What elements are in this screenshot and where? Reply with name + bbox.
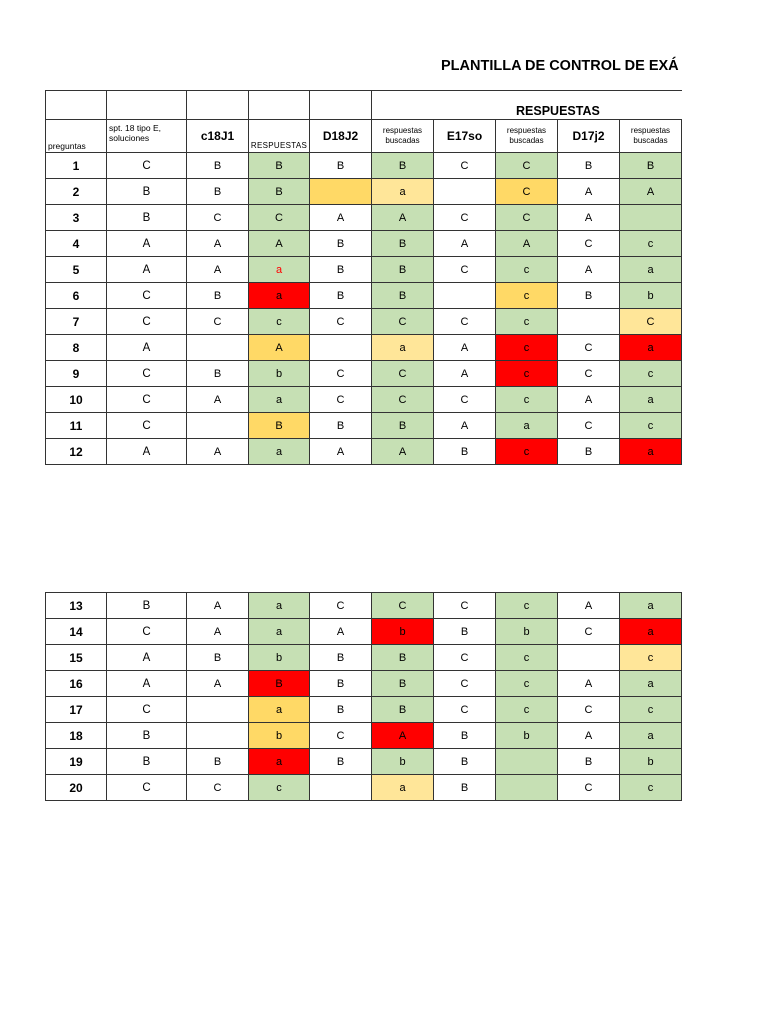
- solution-cell: B: [107, 723, 187, 749]
- buscadas-1-cell: a: [372, 335, 434, 361]
- question-number: 14: [46, 619, 107, 645]
- c18j1-cell: B: [187, 645, 249, 671]
- buscadas-2-cell: c: [496, 645, 558, 671]
- buscadas-2-cell: c: [496, 671, 558, 697]
- e17so-cell: A: [434, 335, 496, 361]
- buscadas-1-cell: A: [372, 205, 434, 231]
- e17so-cell: C: [434, 697, 496, 723]
- table-row: [46, 645, 683, 671]
- buscadas-1-cell: B: [372, 257, 434, 283]
- buscadas-2-cell: c: [496, 593, 558, 619]
- d17j2-cell: A: [558, 671, 620, 697]
- d17j2-cell: B: [558, 153, 620, 179]
- question-number: 1: [46, 153, 107, 179]
- respuestas-cell: A: [249, 335, 310, 361]
- overflow-cell: [682, 671, 683, 697]
- solution-cell: A: [107, 231, 187, 257]
- d17j2-cell: B: [558, 283, 620, 309]
- d18j2-cell: C: [310, 593, 372, 619]
- column-header-d17j2: D17j2: [558, 120, 620, 153]
- d18j2-cell: A: [310, 439, 372, 465]
- buscadas-1-cell: b: [372, 749, 434, 775]
- question-number: 16: [46, 671, 107, 697]
- buscadas-3-cell: A: [620, 179, 682, 205]
- overflow-cell: [682, 723, 683, 749]
- column-header-buscadas-3: respuestas buscadas: [620, 120, 682, 153]
- e17so-cell: A: [434, 413, 496, 439]
- overflow-cell: [682, 645, 683, 671]
- buscadas-1-cell: B: [372, 645, 434, 671]
- d17j2-cell: C: [558, 413, 620, 439]
- buscadas-1-cell: B: [372, 153, 434, 179]
- d18j2-cell: C: [310, 361, 372, 387]
- c18j1-cell: B: [187, 153, 249, 179]
- header-blank-cell: [107, 91, 187, 120]
- buscadas-2-cell: C: [496, 205, 558, 231]
- c18j1-cell: A: [187, 671, 249, 697]
- question-number: 8: [46, 335, 107, 361]
- d17j2-cell: [558, 645, 620, 671]
- d17j2-cell: B: [558, 439, 620, 465]
- buscadas-3-cell: c: [620, 413, 682, 439]
- buscadas-3-cell: a: [620, 335, 682, 361]
- overflow-cell: [682, 413, 683, 439]
- buscadas-1-cell: a: [372, 775, 434, 801]
- overflow-cell: [682, 309, 683, 335]
- overflow-cell: [682, 593, 683, 619]
- d17j2-cell: A: [558, 593, 620, 619]
- buscadas-3-cell: b: [620, 749, 682, 775]
- overflow-cell: [682, 387, 683, 413]
- overflow-cell: [682, 775, 683, 801]
- c18j1-cell: B: [187, 749, 249, 775]
- d18j2-cell: [310, 335, 372, 361]
- respuestas-cell: B: [249, 153, 310, 179]
- table-row: [46, 153, 683, 179]
- buscadas-1-cell: b: [372, 619, 434, 645]
- buscadas-3-cell: B: [620, 153, 682, 179]
- d18j2-cell: B: [310, 697, 372, 723]
- table-row: [46, 749, 683, 775]
- d18j2-cell: B: [310, 749, 372, 775]
- e17so-cell: A: [434, 231, 496, 257]
- overflow-cell: [682, 697, 683, 723]
- table-row: [46, 361, 683, 387]
- d17j2-cell: A: [558, 205, 620, 231]
- question-number: 18: [46, 723, 107, 749]
- overflow-cell: [682, 749, 683, 775]
- buscadas-2-cell: a: [496, 413, 558, 439]
- c18j1-cell: [187, 723, 249, 749]
- overflow-cell: [682, 153, 683, 179]
- question-number: 11: [46, 413, 107, 439]
- respuestas-cell: B: [249, 179, 310, 205]
- respuestas-cell: b: [249, 645, 310, 671]
- solution-cell: B: [107, 205, 187, 231]
- question-number: 9: [46, 361, 107, 387]
- respuestas-cell: b: [249, 361, 310, 387]
- buscadas-3-cell: a: [620, 387, 682, 413]
- solution-cell: B: [107, 179, 187, 205]
- table-row: [46, 619, 683, 645]
- buscadas-3-cell: b: [620, 283, 682, 309]
- header-blank-cell: [46, 91, 107, 120]
- question-number: 5: [46, 257, 107, 283]
- buscadas-2-cell: b: [496, 723, 558, 749]
- d18j2-cell: A: [310, 619, 372, 645]
- respuestas-group-header: RESPUESTAS: [372, 91, 683, 120]
- buscadas-2-cell: c: [496, 387, 558, 413]
- column-header-buscadas-2: respuestas buscadas: [496, 120, 558, 153]
- answer-grid-bottom: [45, 592, 682, 801]
- e17so-cell: C: [434, 153, 496, 179]
- e17so-cell: [434, 179, 496, 205]
- table-row: [46, 205, 683, 231]
- column-header-c18j1: c18J1: [187, 120, 249, 153]
- question-number: 6: [46, 283, 107, 309]
- e17so-cell: C: [434, 593, 496, 619]
- respuestas-cell: B: [249, 413, 310, 439]
- buscadas-3-cell: c: [620, 697, 682, 723]
- overflow-cell: [682, 257, 683, 283]
- overflow-cell: [682, 439, 683, 465]
- header-blank-cell: [187, 91, 249, 120]
- solution-cell: C: [107, 283, 187, 309]
- buscadas-1-cell: A: [372, 439, 434, 465]
- solution-cell: A: [107, 439, 187, 465]
- buscadas-1-cell: B: [372, 283, 434, 309]
- c18j1-cell: A: [187, 619, 249, 645]
- d17j2-cell: C: [558, 231, 620, 257]
- solution-cell: C: [107, 413, 187, 439]
- respuestas-cell: a: [249, 749, 310, 775]
- column-header-d18j2: D18J2: [310, 120, 372, 153]
- e17so-cell: [434, 283, 496, 309]
- respuestas-cell: B: [249, 671, 310, 697]
- e17so-cell: B: [434, 619, 496, 645]
- question-number: 20: [46, 775, 107, 801]
- e17so-cell: C: [434, 671, 496, 697]
- respuestas-cell: b: [249, 723, 310, 749]
- table-row: [46, 231, 683, 257]
- c18j1-cell: [187, 335, 249, 361]
- d18j2-cell: B: [310, 231, 372, 257]
- table-row: [46, 775, 683, 801]
- d18j2-cell: B: [310, 413, 372, 439]
- header-blank-cell: [682, 120, 683, 153]
- table-row: [46, 671, 683, 697]
- buscadas-1-cell: B: [372, 231, 434, 257]
- buscadas-3-cell: c: [620, 775, 682, 801]
- table-row: [46, 723, 683, 749]
- table-row: [46, 593, 683, 619]
- d17j2-cell: C: [558, 619, 620, 645]
- buscadas-3-cell: [620, 205, 682, 231]
- respuestas-cell: a: [249, 593, 310, 619]
- solution-cell: C: [107, 775, 187, 801]
- c18j1-cell: C: [187, 309, 249, 335]
- buscadas-3-cell: a: [620, 671, 682, 697]
- column-header-respuestas: RESPUESTAS: [249, 120, 310, 153]
- overflow-cell: [682, 619, 683, 645]
- respuestas-cell: a: [249, 619, 310, 645]
- buscadas-2-cell: c: [496, 309, 558, 335]
- e17so-cell: B: [434, 749, 496, 775]
- table-row: [46, 283, 683, 309]
- d18j2-cell: [310, 775, 372, 801]
- buscadas-2-cell: c: [496, 697, 558, 723]
- buscadas-2-cell: A: [496, 231, 558, 257]
- respuestas-cell: a: [249, 387, 310, 413]
- buscadas-1-cell: A: [372, 723, 434, 749]
- solution-cell: C: [107, 697, 187, 723]
- d17j2-cell: C: [558, 361, 620, 387]
- respuestas-cell: c: [249, 309, 310, 335]
- solution-cell: C: [107, 387, 187, 413]
- buscadas-2-cell: c: [496, 257, 558, 283]
- buscadas-3-cell: a: [620, 619, 682, 645]
- buscadas-2-cell: c: [496, 439, 558, 465]
- sheet-title: PLANTILLA DE CONTROL DE EXÁ: [441, 58, 679, 74]
- question-number: 7: [46, 309, 107, 335]
- table-row: [46, 309, 683, 335]
- solution-cell: A: [107, 645, 187, 671]
- answer-grid-top: [45, 90, 682, 465]
- c18j1-cell: C: [187, 205, 249, 231]
- table-row: [46, 413, 683, 439]
- buscadas-1-cell: C: [372, 387, 434, 413]
- buscadas-1-cell: C: [372, 593, 434, 619]
- buscadas-3-cell: a: [620, 257, 682, 283]
- d17j2-cell: A: [558, 723, 620, 749]
- buscadas-1-cell: B: [372, 697, 434, 723]
- question-number: 2: [46, 179, 107, 205]
- buscadas-1-cell: B: [372, 413, 434, 439]
- buscadas-3-cell: c: [620, 361, 682, 387]
- c18j1-cell: [187, 697, 249, 723]
- overflow-cell: [682, 283, 683, 309]
- e17so-cell: C: [434, 309, 496, 335]
- header-blank-cell: [249, 91, 310, 120]
- column-header-e17so: E17so: [434, 120, 496, 153]
- overflow-cell: [682, 231, 683, 257]
- d17j2-cell: [558, 309, 620, 335]
- d17j2-cell: C: [558, 775, 620, 801]
- d18j2-cell: C: [310, 309, 372, 335]
- d17j2-cell: A: [558, 387, 620, 413]
- column-header-preguntas: preguntas: [46, 120, 107, 153]
- c18j1-cell: B: [187, 361, 249, 387]
- d17j2-cell: A: [558, 257, 620, 283]
- c18j1-cell: B: [187, 283, 249, 309]
- respuestas-cell: A: [249, 231, 310, 257]
- buscadas-3-cell: c: [620, 231, 682, 257]
- solution-cell: A: [107, 335, 187, 361]
- d18j2-cell: A: [310, 205, 372, 231]
- solution-cell: B: [107, 593, 187, 619]
- buscadas-3-cell: C: [620, 309, 682, 335]
- e17so-cell: C: [434, 257, 496, 283]
- d17j2-cell: C: [558, 697, 620, 723]
- buscadas-2-cell: b: [496, 619, 558, 645]
- buscadas-1-cell: B: [372, 671, 434, 697]
- table-row: [46, 697, 683, 723]
- solution-cell: B: [107, 749, 187, 775]
- table-row: [46, 257, 683, 283]
- d18j2-cell: B: [310, 645, 372, 671]
- c18j1-cell: A: [187, 257, 249, 283]
- table-row: [46, 335, 683, 361]
- respuestas-cell: a: [249, 697, 310, 723]
- question-number: 19: [46, 749, 107, 775]
- table-row: [46, 439, 683, 465]
- overflow-cell: [682, 361, 683, 387]
- buscadas-1-cell: C: [372, 309, 434, 335]
- c18j1-cell: A: [187, 231, 249, 257]
- buscadas-1-cell: C: [372, 361, 434, 387]
- buscadas-2-cell: C: [496, 153, 558, 179]
- e17so-cell: C: [434, 645, 496, 671]
- table-row: [46, 179, 683, 205]
- column-header-buscadas-1: respuestas buscadas: [372, 120, 434, 153]
- respuestas-cell: a: [249, 439, 310, 465]
- d18j2-cell: [310, 179, 372, 205]
- buscadas-3-cell: a: [620, 439, 682, 465]
- solution-cell: C: [107, 361, 187, 387]
- buscadas-2-cell: c: [496, 283, 558, 309]
- d18j2-cell: B: [310, 283, 372, 309]
- c18j1-cell: A: [187, 593, 249, 619]
- d18j2-cell: B: [310, 153, 372, 179]
- solution-cell: C: [107, 309, 187, 335]
- question-number: 10: [46, 387, 107, 413]
- buscadas-2-cell: c: [496, 335, 558, 361]
- respuestas-cell: c: [249, 775, 310, 801]
- e17so-cell: B: [434, 723, 496, 749]
- buscadas-3-cell: c: [620, 645, 682, 671]
- respuestas-cell: a: [249, 283, 310, 309]
- c18j1-cell: B: [187, 179, 249, 205]
- d17j2-cell: A: [558, 179, 620, 205]
- c18j1-cell: C: [187, 775, 249, 801]
- d18j2-cell: C: [310, 387, 372, 413]
- buscadas-3-cell: a: [620, 593, 682, 619]
- c18j1-cell: [187, 413, 249, 439]
- d18j2-cell: B: [310, 257, 372, 283]
- respuestas-cell: C: [249, 205, 310, 231]
- c18j1-cell: A: [187, 439, 249, 465]
- question-number: 15: [46, 645, 107, 671]
- buscadas-1-cell: a: [372, 179, 434, 205]
- buscadas-2-cell: C: [496, 179, 558, 205]
- d17j2-cell: C: [558, 335, 620, 361]
- column-header-spt: spt. 18 tipo E, soluciones: [107, 120, 187, 153]
- question-number: 3: [46, 205, 107, 231]
- d18j2-cell: B: [310, 671, 372, 697]
- overflow-cell: [682, 205, 683, 231]
- question-number: 12: [46, 439, 107, 465]
- solution-cell: A: [107, 257, 187, 283]
- buscadas-2-cell: c: [496, 361, 558, 387]
- table-row: [46, 387, 683, 413]
- d18j2-cell: C: [310, 723, 372, 749]
- e17so-cell: A: [434, 361, 496, 387]
- c18j1-cell: A: [187, 387, 249, 413]
- respuestas-cell: a: [249, 257, 310, 283]
- solution-cell: A: [107, 671, 187, 697]
- overflow-cell: [682, 179, 683, 205]
- buscadas-2-cell: [496, 749, 558, 775]
- solution-cell: C: [107, 153, 187, 179]
- solution-cell: C: [107, 619, 187, 645]
- question-number: 17: [46, 697, 107, 723]
- buscadas-2-cell: [496, 775, 558, 801]
- e17so-cell: B: [434, 775, 496, 801]
- header-blank-cell: [310, 91, 372, 120]
- overflow-cell: [682, 335, 683, 361]
- question-number: 13: [46, 593, 107, 619]
- e17so-cell: C: [434, 387, 496, 413]
- e17so-cell: B: [434, 439, 496, 465]
- question-number: 4: [46, 231, 107, 257]
- d17j2-cell: B: [558, 749, 620, 775]
- e17so-cell: C: [434, 205, 496, 231]
- buscadas-3-cell: a: [620, 723, 682, 749]
